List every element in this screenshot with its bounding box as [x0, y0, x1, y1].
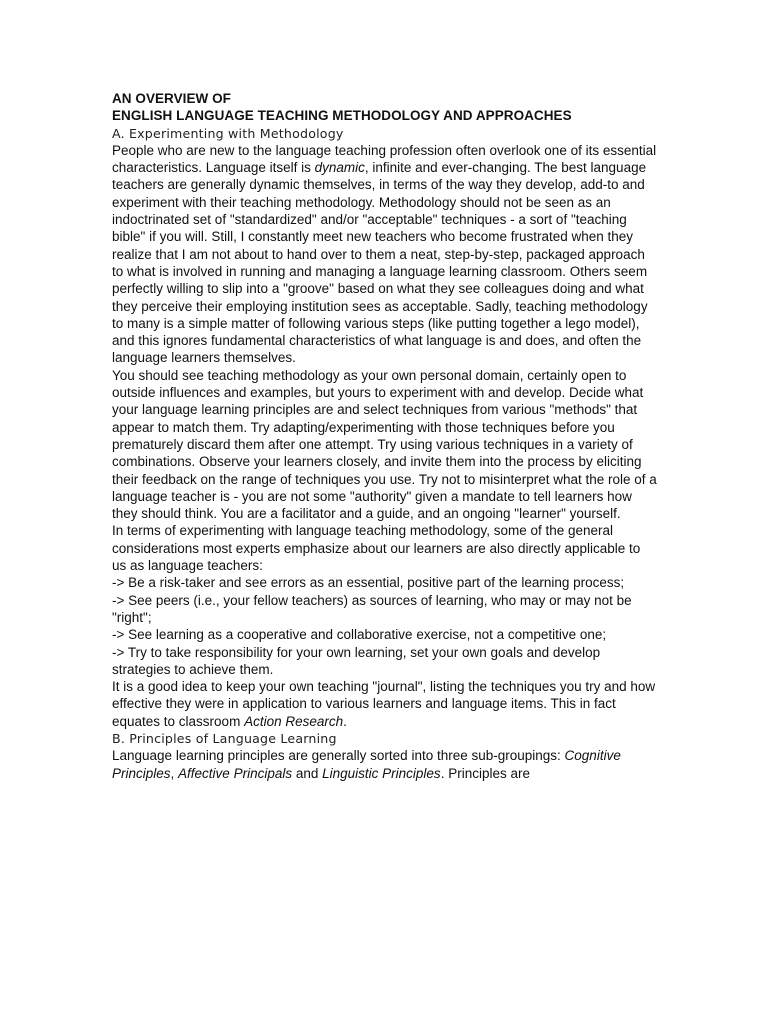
list-item: -> Try to take responsibility for your own learning, set your own goals and develop strategies to achieve them. — [112, 644, 601, 677]
section-b-heading: B. Principles of Language Learning — [112, 730, 337, 746]
paragraph-4-emphasis: Action Research — [244, 713, 344, 729]
paragraph-1-text-a: People who are new to the language teaching profession often overlook one of its essential characteristics. Language itself is — [112, 142, 657, 176]
paragraph-5-text-c: and — [292, 765, 323, 781]
paragraph-1 — [112, 142, 657, 367]
paragraph-3: In terms of experimenting with language teaching methodology, some of the general considerations most experts emphasize about our learners are also directly applicable to us as language teachers: — [112, 523, 641, 574]
paragraph-4-text-a: It is a good idea to keep your own teaching "journal", listing the techniques you try and how effective they were in application to various learners and language items. This in fact equates to classroom — [112, 679, 656, 729]
paragraph-1-emphasis: dynamic — [314, 160, 365, 176]
paragraph-2: You should see teaching methodology as your own personal domain, certainly open to outside influences and examples, but yours to experiment with and develop. Decide what your language learning principles are and select techniques from various "methods" that appear to match them. Try adapting/experimenting with those techniques before you prematurely discard them after one attempt. Try using various techniques in a variety of combinations. Observe your learners closely, and invite them into the process by eliciting their feedback on the range of techniques you use. Try not to misinterpret what the role of a language teacher is - you are not some "authority" given a mandate to tell learners how they should think. You are a facilitator and a guide, and an ongoing "learner" yourself. — [112, 367, 657, 522]
paragraph-5-emphasis-1: Cognitive Principles — [112, 748, 621, 781]
paragraph-5-text-d: . Principles are — [440, 765, 530, 781]
document-title-line-2: ENGLISH LANGUAGE TEACHING METHODOLOGY AND APPROACHES — [112, 108, 572, 124]
document-title-line-1: AN OVERVIEW OF — [112, 91, 231, 106]
considerations-list — [112, 574, 657, 678]
paragraph-5-text-b: , — [170, 765, 179, 781]
section-a-heading: A. Experimenting with Methodology — [112, 125, 344, 141]
list-item: -> See learning as a cooperative and collaborative exercise, not a competitive one; — [112, 627, 607, 643]
paragraph-5-text-a: Language learning principles are generally sorted into three sub-groupings: — [112, 748, 565, 764]
paragraph-4 — [112, 678, 657, 730]
document-page — [112, 90, 657, 782]
paragraph-5-emphasis-2: Affective Principals — [178, 765, 293, 781]
list-item: -> Be a risk-taker and see errors as an essential, positive part of the learning process; — [112, 575, 625, 591]
paragraph-1-text-b: , infinite and ever-changing. The best language teachers are generally dynamic themselves, in terms of the way they develop, add-to and experiment with their teaching methodology. Methodology should not be seen as an indoctrinated set of "standardized" and/or "acceptable" techniques - a sort of "teaching bible" if you will. Still, I constantly meet new teachers who become frustrated when they realize that I am not about to hand over to them a neat, step-by-step, packaged approach to what is involved in running and managing a language learning classroom. Others seem perfectly willing to slip into a "groove" based on what they see colleagues doing and what they perceive their employing institution sees as acceptable. Sadly, teaching methodology to many is a simple matter of following various steps (like putting together a lego model), and this ignores fundamental characteristics of what language is and does, and often the language learners themselves. — [112, 160, 648, 366]
paragraph-5-emphasis-3: Linguistic Principles — [322, 765, 441, 781]
paragraph-4-text-b: . — [343, 713, 347, 729]
paragraph-5 — [112, 747, 657, 782]
list-item: -> See peers (i.e., your fellow teachers) as sources of learning, who may or may not be "right"; — [112, 592, 632, 625]
